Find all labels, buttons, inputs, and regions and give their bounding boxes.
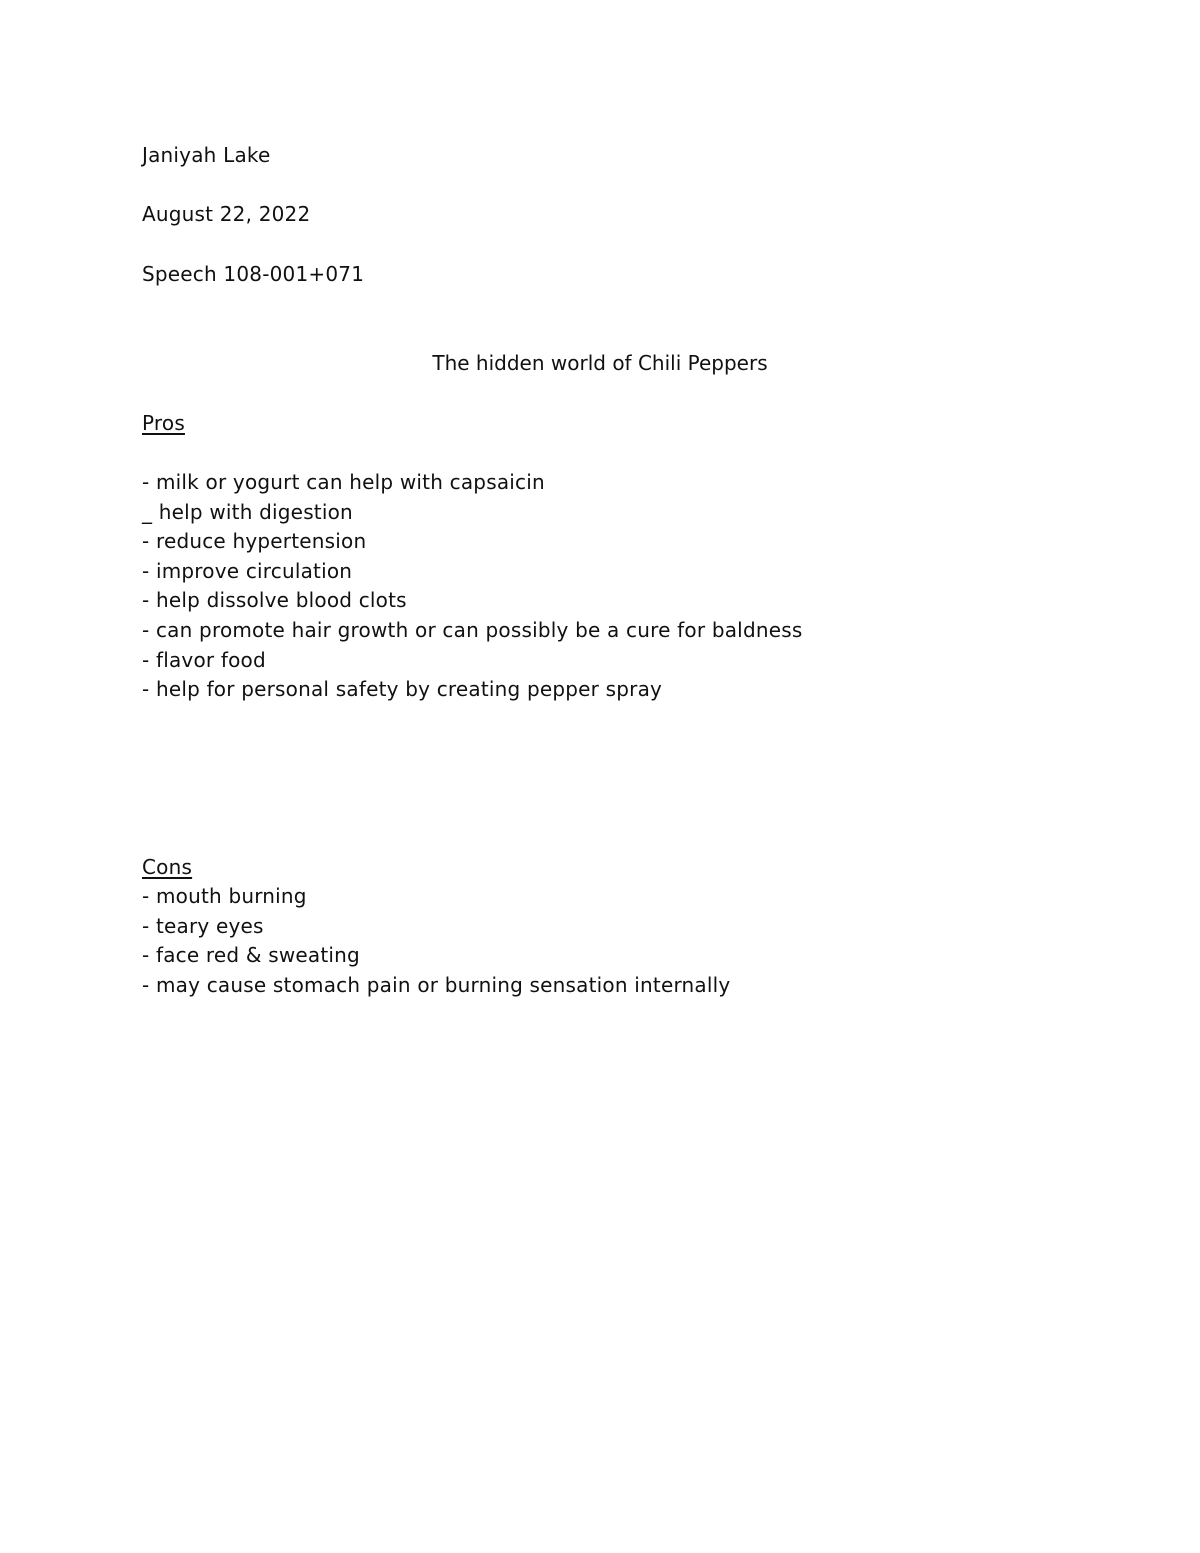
document-title: The hidden world of Chili Peppers <box>432 351 768 375</box>
course-code: Speech 108-001+071 <box>142 262 365 286</box>
list-item: - help dissolve blood clots <box>142 588 407 613</box>
pros-list <box>142 468 802 705</box>
list-item: - may cause stomach pain or burning sensation internally <box>142 972 731 997</box>
cons-list <box>142 882 730 1000</box>
list-item: _ help with digestion <box>142 499 353 524</box>
list-item: - mouth burning <box>142 884 307 908</box>
author-name: Janiyah Lake <box>142 143 271 167</box>
list-item: - help for personal safety by creating pepper spray <box>142 677 663 702</box>
list-item: - improve circulation <box>142 558 353 583</box>
list-item: - reduce hypertension <box>142 529 367 554</box>
cons-heading: Cons <box>142 855 193 879</box>
list-item: - flavor food <box>142 647 266 672</box>
list-item: - face red & sweating <box>142 943 360 968</box>
list-item: - teary eyes <box>142 913 264 938</box>
date: August 22, 2022 <box>142 202 311 226</box>
list-item: - can promote hair growth or can possibly be a cure for baldness <box>142 617 803 642</box>
list-item: - milk or yogurt can help with capsaicin <box>142 470 545 494</box>
pros-heading: Pros <box>142 411 185 435</box>
